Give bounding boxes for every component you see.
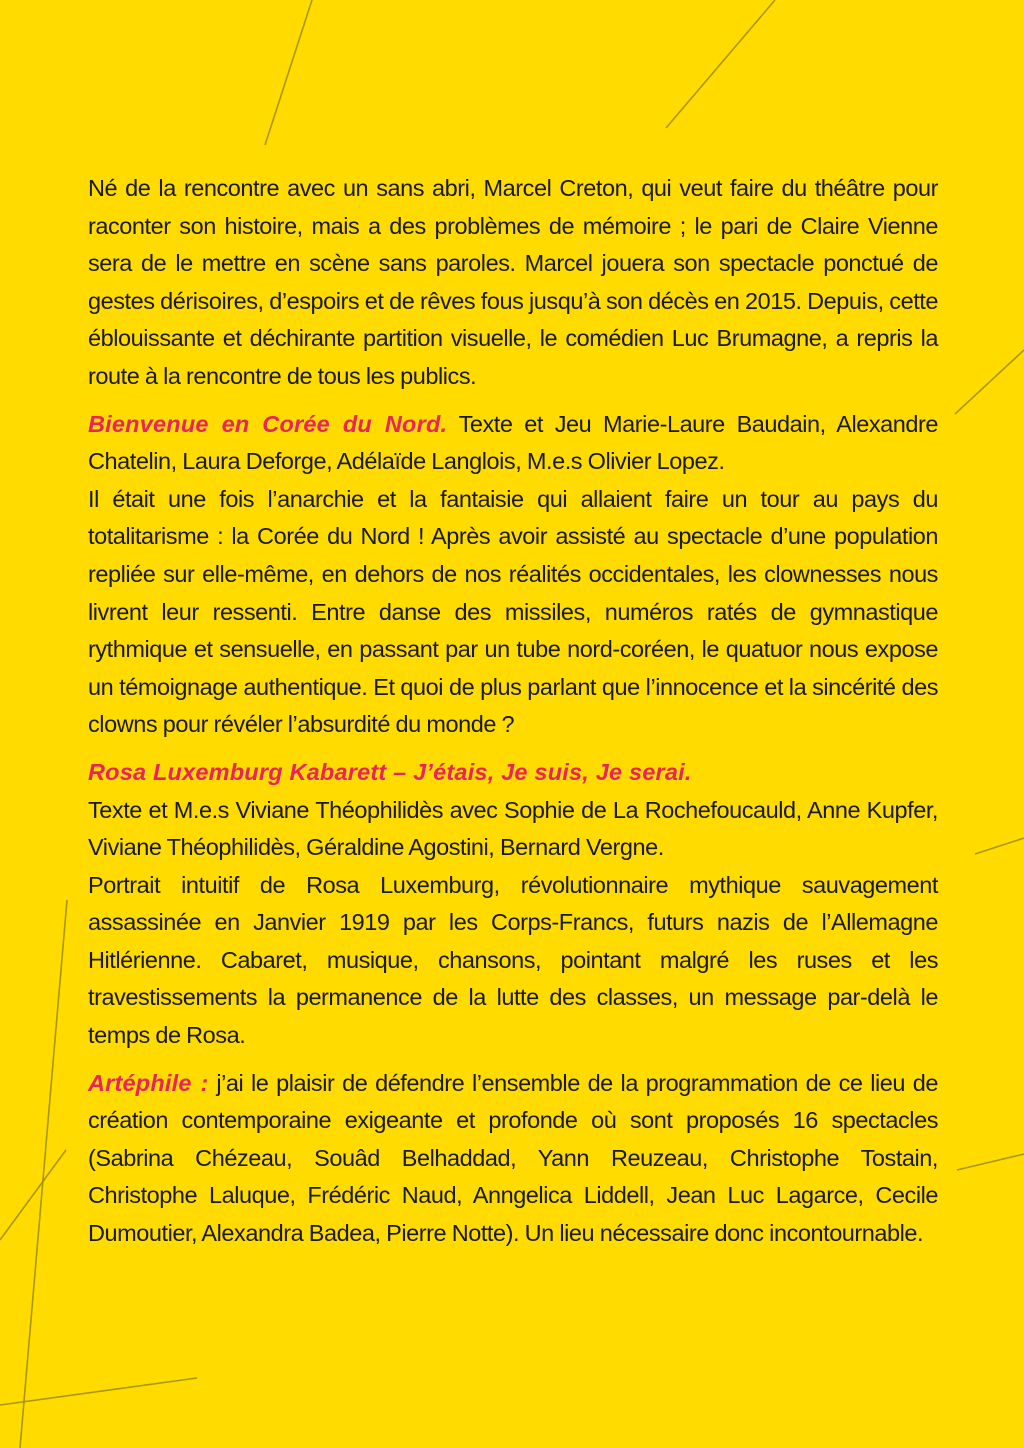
- section-rosa-body: Portrait intuitif de Rosa Luxemburg, révolutionnaire mythique sauvagement assassinée en Janvier 1919 par les Corps-Francs, futurs nazis de l’Allemagne Hitlérienne. Cabaret, musique, chansons, pointant malgré les ruses et les travestissements la permanence de la lutte des classes, un message par-delà le temps de Rosa.: [88, 871, 938, 1049]
- credits-text: Texte et Jeu Marie-Laure Baudain, Alexandre Chatelin, Laura Deforge, Adélaïde Langlois, M.e.s Olivier Lopez.: [88, 410, 938, 475]
- section-rosa-title-line: [88, 754, 938, 792]
- ray-line: [265, 0, 312, 145]
- ray-line: [0, 1150, 66, 1240]
- intro-paragraph: Né de la rencontre avec un sans abri, Marcel Creton, qui veut faire du théâtre pour raconter son histoire, mais a des problèmes de mémoire ; le pari de Claire Vienne sera de le mettre en scène sans paroles. Marcel jouera son spectacle ponctué de gestes dérisoires, d’espoirs et de rêves fous jusqu’à son décès en 2015. Depuis, cette éblouissante et déchirante partition visuelle, le comédien Luc Brumagne, a repris la route à la rencontre de tous les publics.: [88, 175, 938, 389]
- section-rosa-credits: Texte et M.e.s Viviane Théophilidès avec Sophie de La Rochefoucauld, Anne Kupfer, Viviane Théophilidès, Géraldine Agostini, Bernard Vergne.: [88, 796, 938, 861]
- section-title-artephile: Artéphile :: [88, 1069, 209, 1096]
- section-bienvenue-body: Il était une fois l’anarchie et la fantaisie qui allaient faire un tour au pays du totalitarisme : la Corée du Nord ! Après avoir assisté au spectacle d’une population repliée sur elle-même, en dehors de nos réalités occidentales, les clownesses nous livrent leur ressenti. Entre danse des missiles, numéros ratés de gymnastique rythmique et sensuelle, en passant par un tube nord-coréen, le quatuor nous expose un témoignage authentique. Et quoi de plus parlant que l’innocence et la sincérité des clowns pour révéler l’absurdité du monde ?: [88, 485, 938, 738]
- section-bienvenue-credits: [88, 406, 938, 481]
- section-title-bienvenue: Bienvenue en Corée du Nord.: [88, 410, 448, 437]
- ray-line: [666, 0, 775, 128]
- ray-line: [955, 350, 1024, 414]
- section-title-rosa: Rosa Luxemburg Kabarett – J’étais, Je suis, Je serai.: [88, 758, 692, 785]
- artephile-text: j’ai le plaisir de défendre l’ensemble de la programmation de ce lieu de création contemporaine exigeante et profonde où sont proposés 16 spectacles (Sabrina Chézeau, Souâd Belhaddad, Yann Reuzeau, Christophe Tostain, Christophe Laluque, Frédéric Naud, Anngelica Liddell, Jean Luc Lagarce, Cecile Dumoutier, Alexandra Badea, Pierre Notte). Un lieu nécessaire donc incontournable.: [88, 1069, 939, 1247]
- section-artephile: [88, 1065, 938, 1253]
- ray-line: [20, 900, 67, 1448]
- ray-line: [975, 838, 1024, 854]
- ray-line: [957, 1154, 1024, 1170]
- article-body: [88, 170, 938, 1253]
- ray-line: [0, 1378, 197, 1405]
